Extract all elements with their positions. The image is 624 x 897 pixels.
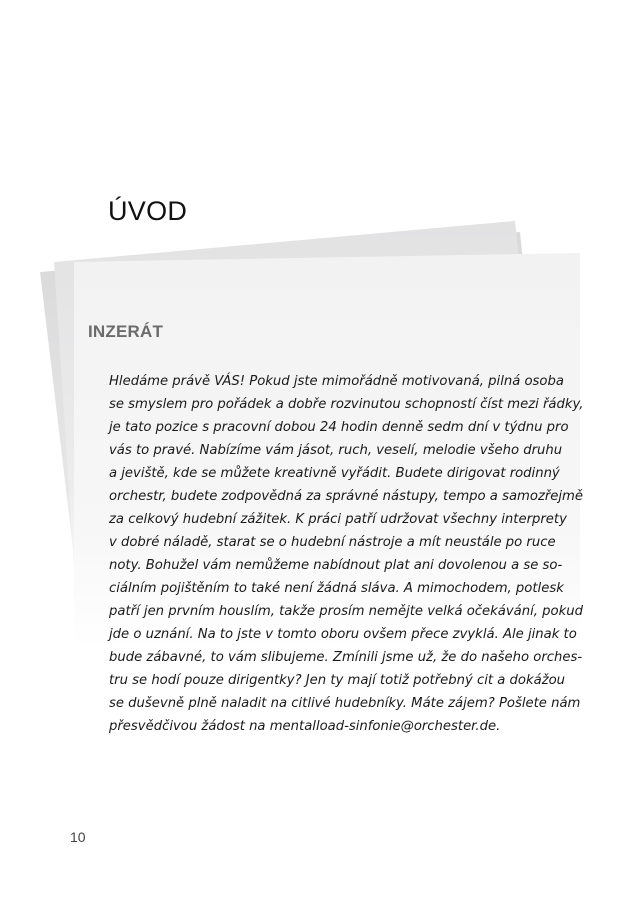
ad-line: a jeviště, kde se můžete kreativně vyřádit. Budete dirigovat rodinný — [109, 466, 560, 481]
page-number: 10 — [70, 829, 86, 845]
ad-line: ciálním pojištěním to také není žádná sláva. A mimochodem, potlesk — [109, 581, 564, 596]
ad-line: za celkový hudební zážitek. K práci patří udržovat všechny interprety — [109, 512, 567, 527]
ad-body-text — [109, 370, 584, 738]
ad-heading: INZERÁT — [88, 322, 164, 341]
ad-line: vás to pravé. Nabízíme vám jásot, ruch, veselí, melodie všeho druhu — [109, 443, 563, 458]
ad-line: bude zábavné, to vám slibujeme. Zmínili jsme už, že do našeho orches- — [109, 650, 583, 665]
ad-line: přesvědčivou žádost na mentalload-sinfonie@orchester.de. — [109, 719, 501, 734]
ad-line: noty. Bohužel vám nemůžeme nabídnout plat ani dovolenou a se so- — [109, 558, 563, 573]
ad-line: Hledáme právě VÁS! Pokud jste mimořádně motivovaná, pilná osoba — [109, 374, 564, 389]
ad-line: patří jen prvním houslím, takže prosím nemějte velká očekávání, pokud — [109, 604, 583, 619]
chapter-title: ÚVOD — [108, 196, 188, 226]
ad-line: je tato pozice s pracovní dobou 24 hodin denně sedm dní v týdnu pro — [109, 420, 569, 435]
ad-line: se smyslem pro pořádek a dobře rozvinutou schopností číst mezi řádky, — [109, 397, 584, 412]
ad-line: tru se hodí pouze dirigentky? Jen ty mají totiž potřebný cit a dokážou — [109, 673, 566, 688]
ad-line: jde o uznání. Na to jste v tomto oboru ovšem přece zvyklá. Ale jinak to — [109, 627, 577, 642]
ad-line: se duševně plně naladit na citlivé hudebníky. Máte zájem? Pošlete nám — [109, 696, 581, 711]
ad-line: orchestr, budete zodpovědná za správné nástupy, tempo a samozřejmě — [109, 489, 584, 504]
ad-line: v dobré náladě, starat se o hudební nástroje a mít neustále po ruce — [109, 535, 556, 550]
